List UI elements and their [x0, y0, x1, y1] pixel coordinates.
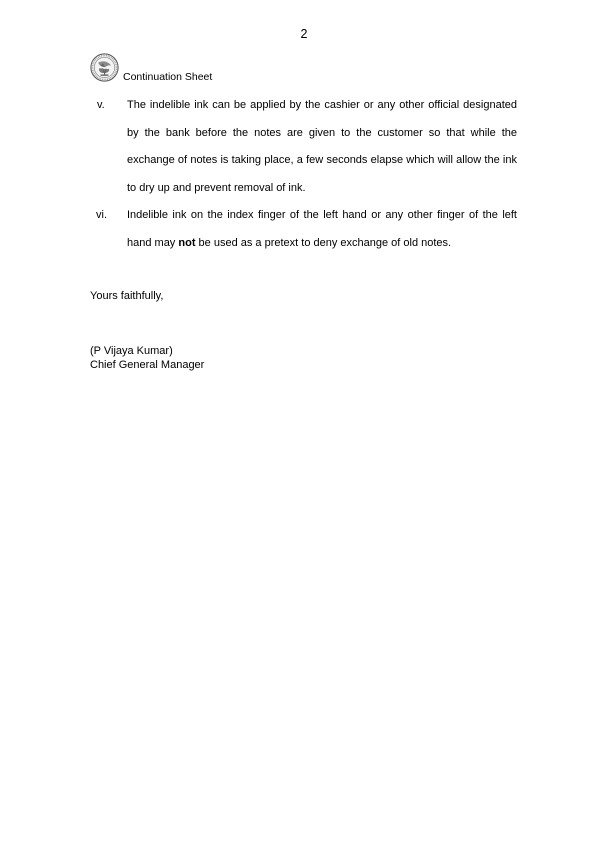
- instruction-list: [90, 92, 517, 258]
- signatory-block: [90, 344, 204, 372]
- continuation-sheet-label: Continuation Sheet: [123, 71, 213, 83]
- emphasis-not: not: [178, 236, 196, 249]
- page-number: 2: [300, 27, 308, 41]
- list-item-text: [127, 209, 517, 249]
- rbi-seal-icon: [90, 53, 119, 82]
- list-item: [90, 92, 517, 202]
- signatory-name: (P Vijaya Kumar): [90, 345, 173, 357]
- list-item-text-end: be used as a pretext to deny exchange of old notes.: [195, 236, 452, 249]
- signatory-designation: Chief General Manager: [90, 359, 205, 371]
- list-item-text: The indelible ink can be applied by the cashier or any other official designated by the bank before the notes are given to the customer so that while the exchange of notes is taking place, a few seconds elapse which will allow the ink to dry up and prevent removal of ink.: [127, 99, 517, 194]
- list-item-marker: v.: [97, 99, 105, 111]
- list-item: [90, 202, 517, 257]
- closing-salutation: Yours faithfully,: [90, 290, 164, 302]
- list-item-marker: vi.: [96, 209, 107, 222]
- list-item-text-start: Indelible ink on the index finger of the left hand or any other finger of the left hand may: [127, 209, 517, 249]
